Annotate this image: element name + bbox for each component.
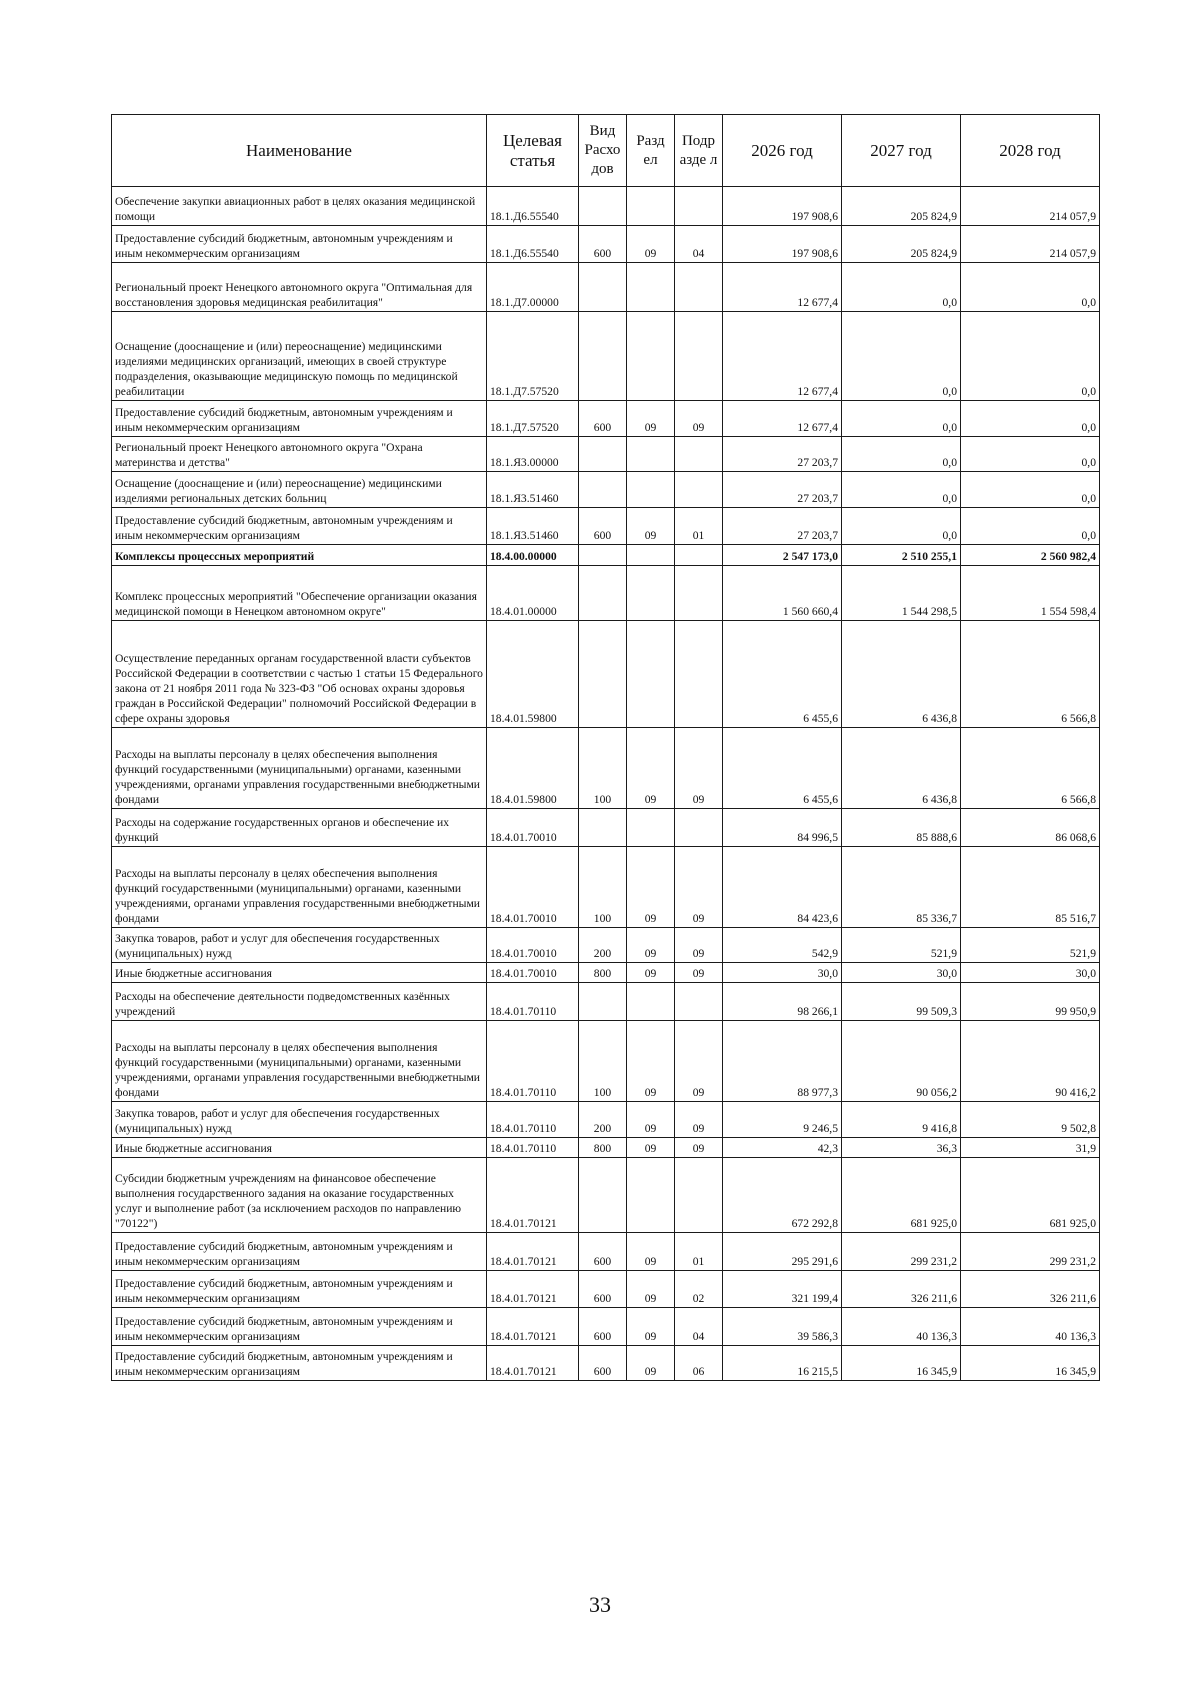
cell-expense-type: 100 <box>579 847 627 928</box>
cell-2028: 214 057,9 <box>961 187 1100 226</box>
cell-2026: 12 677,4 <box>723 263 842 312</box>
cell-section <box>627 472 675 508</box>
cell-target-item: 18.4.01.70010 <box>487 847 579 928</box>
cell-2028: 326 211,6 <box>961 1271 1100 1308</box>
cell-2028: 40 136,3 <box>961 1308 1100 1346</box>
header-row <box>112 115 1100 187</box>
header-expense-type: Вид Расхо дов <box>579 115 627 187</box>
table-row <box>112 226 1100 263</box>
table-row <box>112 1021 1100 1102</box>
cell-2028: 16 345,9 <box>961 1346 1100 1381</box>
cell-section: 09 <box>627 226 675 263</box>
cell-2026: 39 586,3 <box>723 1308 842 1346</box>
cell-2027: 0,0 <box>842 508 961 545</box>
table-row <box>112 728 1100 809</box>
cell-target-item: 18.4.01.70110 <box>487 983 579 1021</box>
cell-2028: 0,0 <box>961 437 1100 472</box>
cell-2027: 6 436,8 <box>842 621 961 728</box>
cell-2026: 542,9 <box>723 928 842 963</box>
table-row <box>112 1308 1100 1346</box>
cell-subsection: 09 <box>675 728 723 809</box>
cell-section: 09 <box>627 928 675 963</box>
table-row <box>112 1233 1100 1271</box>
cell-2028: 30,0 <box>961 963 1100 983</box>
cell-subsection: 06 <box>675 1346 723 1381</box>
cell-2027: 9 416,8 <box>842 1102 961 1138</box>
cell-target-item: 18.4.01.70110 <box>487 1102 579 1138</box>
cell-2028: 0,0 <box>961 508 1100 545</box>
table-row <box>112 401 1100 437</box>
cell-2027: 6 436,8 <box>842 728 961 809</box>
table-row <box>112 508 1100 545</box>
cell-subsection: 09 <box>675 401 723 437</box>
cell-expense-type: 600 <box>579 1346 627 1381</box>
cell-expense-type <box>579 472 627 508</box>
cell-name: Предоставление субсидий бюджетным, автономным учреждениям и иным некоммерческим организациям <box>112 1233 487 1271</box>
cell-name: Закупка товаров, работ и услуг для обеспечения государственных (муниципальных) нужд <box>112 1102 487 1138</box>
cell-2027: 2 510 255,1 <box>842 545 961 566</box>
cell-expense-type <box>579 312 627 401</box>
cell-2028: 681 925,0 <box>961 1158 1100 1233</box>
cell-target-item: 18.4.01.70121 <box>487 1271 579 1308</box>
cell-name: Расходы на выплаты персоналу в целях обеспечения выполнения функций государственными (муниципальными) органами, казенными учреждениями, органами управления государственными внебюджетными фондами <box>112 847 487 928</box>
header-section: Разд ел <box>627 115 675 187</box>
cell-target-item: 18.4.01.70010 <box>487 963 579 983</box>
cell-expense-type <box>579 621 627 728</box>
cell-subsection <box>675 566 723 621</box>
cell-name: Региональный проект Ненецкого автономного округа "Оптимальная для восстановления здоровья медицинская реабилитация" <box>112 263 487 312</box>
cell-2028: 85 516,7 <box>961 847 1100 928</box>
cell-2028: 90 416,2 <box>961 1021 1100 1102</box>
cell-expense-type <box>579 545 627 566</box>
cell-section <box>627 983 675 1021</box>
cell-subsection: 09 <box>675 847 723 928</box>
cell-2028: 214 057,9 <box>961 226 1100 263</box>
cell-section: 09 <box>627 401 675 437</box>
table-row <box>112 809 1100 847</box>
cell-subsection <box>675 621 723 728</box>
cell-2026: 88 977,3 <box>723 1021 842 1102</box>
cell-name: Обеспечение закупки авиационных работ в целях оказания медицинской помощи <box>112 187 487 226</box>
cell-target-item: 18.4.01.59800 <box>487 621 579 728</box>
budget-table-container <box>111 114 1100 1381</box>
table-row <box>112 928 1100 963</box>
cell-2026: 6 455,6 <box>723 621 842 728</box>
cell-2028: 0,0 <box>961 472 1100 508</box>
cell-2026: 12 677,4 <box>723 312 842 401</box>
cell-2026: 27 203,7 <box>723 508 842 545</box>
cell-expense-type <box>579 566 627 621</box>
cell-2027: 0,0 <box>842 401 961 437</box>
table-body <box>112 187 1100 1381</box>
cell-target-item: 18.4.00.00000 <box>487 545 579 566</box>
cell-section <box>627 809 675 847</box>
cell-target-item: 18.1.Д7.00000 <box>487 263 579 312</box>
cell-2027: 299 231,2 <box>842 1233 961 1271</box>
cell-2028: 6 566,8 <box>961 728 1100 809</box>
table-row <box>112 545 1100 566</box>
cell-subsection: 01 <box>675 508 723 545</box>
cell-target-item: 18.4.01.70110 <box>487 1138 579 1158</box>
cell-2027: 85 336,7 <box>842 847 961 928</box>
table-row <box>112 437 1100 472</box>
cell-2026: 1 560 660,4 <box>723 566 842 621</box>
cell-subsection <box>675 983 723 1021</box>
cell-target-item: 18.4.01.70121 <box>487 1233 579 1271</box>
cell-subsection <box>675 472 723 508</box>
cell-2028: 9 502,8 <box>961 1102 1100 1138</box>
cell-name: Оснащение (дооснащение и (или) переоснащение) медицинскими изделиями региональных детских больниц <box>112 472 487 508</box>
cell-2027: 99 509,3 <box>842 983 961 1021</box>
cell-target-item: 18.4.01.70010 <box>487 809 579 847</box>
cell-subsection <box>675 1158 723 1233</box>
page-number: 33 <box>589 1592 611 1617</box>
cell-name: Предоставление субсидий бюджетным, автономным учреждениям и иным некоммерческим организациям <box>112 508 487 545</box>
cell-subsection <box>675 263 723 312</box>
table-row <box>112 263 1100 312</box>
cell-2026: 42,3 <box>723 1138 842 1158</box>
cell-expense-type: 600 <box>579 1308 627 1346</box>
cell-target-item: 18.1.Я3.51460 <box>487 472 579 508</box>
cell-name: Закупка товаров, работ и услуг для обеспечения государственных (муниципальных) нужд <box>112 928 487 963</box>
cell-expense-type: 600 <box>579 508 627 545</box>
cell-2028: 0,0 <box>961 263 1100 312</box>
cell-section: 09 <box>627 963 675 983</box>
table-row <box>112 1346 1100 1381</box>
cell-name: Предоставление субсидий бюджетным, автономным учреждениям и иным некоммерческим организациям <box>112 226 487 263</box>
cell-2027: 0,0 <box>842 312 961 401</box>
cell-expense-type: 600 <box>579 1271 627 1308</box>
cell-subsection <box>675 437 723 472</box>
cell-subsection: 04 <box>675 1308 723 1346</box>
cell-target-item: 18.4.01.00000 <box>487 566 579 621</box>
cell-subsection: 02 <box>675 1271 723 1308</box>
cell-2026: 197 908,6 <box>723 187 842 226</box>
cell-2027: 36,3 <box>842 1138 961 1158</box>
cell-2026: 27 203,7 <box>723 472 842 508</box>
cell-target-item: 18.4.01.70121 <box>487 1308 579 1346</box>
cell-name: Субсидии бюджетным учреждениям на финансовое обеспечение выполнения государственного задания на оказание государственных услуг и выполнение работ (за исключением расходов по направлению "70122") <box>112 1158 487 1233</box>
cell-name: Предоставление субсидий бюджетным, автономным учреждениям и иным некоммерческим организациям <box>112 1346 487 1381</box>
cell-2028: 521,9 <box>961 928 1100 963</box>
cell-section: 09 <box>627 1021 675 1102</box>
cell-expense-type <box>579 263 627 312</box>
cell-expense-type: 100 <box>579 1021 627 1102</box>
cell-name: Предоставление субсидий бюджетным, автономным учреждениям и иным некоммерческим организациям <box>112 401 487 437</box>
cell-2026: 2 547 173,0 <box>723 545 842 566</box>
cell-expense-type: 800 <box>579 1138 627 1158</box>
cell-2026: 9 246,5 <box>723 1102 842 1138</box>
cell-2027: 0,0 <box>842 437 961 472</box>
cell-2028: 299 231,2 <box>961 1233 1100 1271</box>
cell-2028: 31,9 <box>961 1138 1100 1158</box>
cell-target-item: 18.4.01.59800 <box>487 728 579 809</box>
cell-name: Региональный проект Ненецкого автономного округа "Охрана материнства и детства" <box>112 437 487 472</box>
cell-section: 09 <box>627 1233 675 1271</box>
cell-2027: 205 824,9 <box>842 187 961 226</box>
cell-section: 09 <box>627 847 675 928</box>
cell-expense-type <box>579 983 627 1021</box>
table-row <box>112 621 1100 728</box>
cell-2027: 30,0 <box>842 963 961 983</box>
cell-section: 09 <box>627 1271 675 1308</box>
cell-2028: 1 554 598,4 <box>961 566 1100 621</box>
cell-2026: 672 292,8 <box>723 1158 842 1233</box>
cell-2026: 98 266,1 <box>723 983 842 1021</box>
table-row <box>112 1102 1100 1138</box>
cell-2026: 197 908,6 <box>723 226 842 263</box>
cell-name: Предоставление субсидий бюджетным, автономным учреждениям и иным некоммерческим организациям <box>112 1271 487 1308</box>
table-row <box>112 1158 1100 1233</box>
table-row <box>112 847 1100 928</box>
table-row <box>112 1138 1100 1158</box>
cell-expense-type <box>579 1158 627 1233</box>
cell-2026: 12 677,4 <box>723 401 842 437</box>
cell-2027: 326 211,6 <box>842 1271 961 1308</box>
table-row <box>112 963 1100 983</box>
table-row <box>112 187 1100 226</box>
cell-expense-type <box>579 809 627 847</box>
cell-target-item: 18.1.Д7.57520 <box>487 401 579 437</box>
cell-2028: 86 068,6 <box>961 809 1100 847</box>
budget-table <box>111 114 1100 1381</box>
cell-subsection <box>675 545 723 566</box>
header-year-2026: 2026 год <box>723 115 842 187</box>
cell-2027: 0,0 <box>842 263 961 312</box>
cell-name: Оснащение (дооснащение и (или) переоснащение) медицинскими изделиями медицинских организаций, имеющих в своей структуре подразделения, оказывающие медицинскую помощь по медицинской реабилитации <box>112 312 487 401</box>
cell-subsection: 04 <box>675 226 723 263</box>
cell-expense-type: 200 <box>579 928 627 963</box>
cell-target-item: 18.1.Я3.00000 <box>487 437 579 472</box>
cell-expense-type: 100 <box>579 728 627 809</box>
cell-subsection: 09 <box>675 1021 723 1102</box>
cell-section <box>627 312 675 401</box>
cell-2027: 0,0 <box>842 472 961 508</box>
cell-name: Расходы на содержание государственных органов и обеспечение их функций <box>112 809 487 847</box>
cell-subsection: 09 <box>675 1102 723 1138</box>
cell-2028: 6 566,8 <box>961 621 1100 728</box>
table-row <box>112 312 1100 401</box>
cell-section <box>627 437 675 472</box>
cell-section: 09 <box>627 1308 675 1346</box>
header-year-2027: 2027 год <box>842 115 961 187</box>
cell-2027: 681 925,0 <box>842 1158 961 1233</box>
cell-2027: 521,9 <box>842 928 961 963</box>
cell-target-item: 18.4.01.70010 <box>487 928 579 963</box>
cell-section <box>627 545 675 566</box>
cell-section <box>627 566 675 621</box>
cell-2027: 16 345,9 <box>842 1346 961 1381</box>
cell-subsection <box>675 187 723 226</box>
cell-2026: 295 291,6 <box>723 1233 842 1271</box>
cell-2028: 0,0 <box>961 401 1100 437</box>
cell-2027: 90 056,2 <box>842 1021 961 1102</box>
cell-target-item: 18.1.Я3.51460 <box>487 508 579 545</box>
cell-name: Комплекс процессных мероприятий "Обеспечение организации оказания медицинской помощи в Ненецком автономном округе" <box>112 566 487 621</box>
cell-2028: 2 560 982,4 <box>961 545 1100 566</box>
cell-2026: 30,0 <box>723 963 842 983</box>
cell-expense-type <box>579 187 627 226</box>
table-row <box>112 472 1100 508</box>
cell-section <box>627 263 675 312</box>
header-year-2028: 2028 год <box>961 115 1100 187</box>
header-name: Наименование <box>112 115 487 187</box>
cell-name: Комплексы процессных мероприятий <box>112 545 487 566</box>
cell-2028: 0,0 <box>961 312 1100 401</box>
cell-target-item: 18.1.Д7.57520 <box>487 312 579 401</box>
cell-section <box>627 1158 675 1233</box>
cell-2026: 84 423,6 <box>723 847 842 928</box>
cell-expense-type: 600 <box>579 1233 627 1271</box>
cell-name: Осуществление переданных органам государственной власти субъектов Российской Федерации в соответствии с частью 1 статьи 15 Федерального закона от 21 ноября 2011 года № 323-ФЗ "Об основах охраны здоровья граждан в Российской Федерации" полномочий Российской Федерации в сфере охраны здоровья <box>112 621 487 728</box>
cell-2026: 6 455,6 <box>723 728 842 809</box>
cell-2027: 85 888,6 <box>842 809 961 847</box>
cell-name: Расходы на выплаты персоналу в целях обеспечения выполнения функций государственными (муниципальными) органами, казенными учреждениями, органами управления государственными внебюджетными фондами <box>112 1021 487 1102</box>
cell-target-item: 18.1.Д6.55540 <box>487 226 579 263</box>
cell-target-item: 18.4.01.70121 <box>487 1346 579 1381</box>
cell-2027: 1 544 298,5 <box>842 566 961 621</box>
cell-expense-type: 800 <box>579 963 627 983</box>
cell-section: 09 <box>627 508 675 545</box>
cell-subsection: 09 <box>675 1138 723 1158</box>
cell-2026: 16 215,5 <box>723 1346 842 1381</box>
cell-section: 09 <box>627 728 675 809</box>
cell-2028: 99 950,9 <box>961 983 1100 1021</box>
cell-expense-type <box>579 437 627 472</box>
cell-2027: 205 824,9 <box>842 226 961 263</box>
cell-expense-type: 600 <box>579 401 627 437</box>
cell-target-item: 18.1.Д6.55540 <box>487 187 579 226</box>
header-subsection: Подр азде л <box>675 115 723 187</box>
cell-expense-type: 600 <box>579 226 627 263</box>
cell-2026: 321 199,4 <box>723 1271 842 1308</box>
table-row <box>112 983 1100 1021</box>
cell-subsection: 09 <box>675 963 723 983</box>
cell-section: 09 <box>627 1102 675 1138</box>
cell-subsection: 01 <box>675 1233 723 1271</box>
cell-name: Предоставление субсидий бюджетным, автономным учреждениям и иным некоммерческим организациям <box>112 1308 487 1346</box>
cell-name: Расходы на выплаты персоналу в целях обеспечения выполнения функций государственными (муниципальными) органами, казенными учреждениями, органами управления государственными внебюджетными фондами <box>112 728 487 809</box>
cell-subsection <box>675 809 723 847</box>
header-target-item: Целевая статья <box>487 115 579 187</box>
cell-name: Иные бюджетные ассигнования <box>112 1138 487 1158</box>
cell-2026: 84 996,5 <box>723 809 842 847</box>
cell-2026: 27 203,7 <box>723 437 842 472</box>
cell-section <box>627 621 675 728</box>
cell-expense-type: 200 <box>579 1102 627 1138</box>
table-row <box>112 566 1100 621</box>
cell-target-item: 18.4.01.70110 <box>487 1021 579 1102</box>
cell-2027: 40 136,3 <box>842 1308 961 1346</box>
cell-subsection <box>675 312 723 401</box>
cell-name: Расходы на обеспечение деятельности подведомственных казённых учреждений <box>112 983 487 1021</box>
cell-section <box>627 187 675 226</box>
cell-section: 09 <box>627 1346 675 1381</box>
table-row <box>112 1271 1100 1308</box>
cell-name: Иные бюджетные ассигнования <box>112 963 487 983</box>
cell-section: 09 <box>627 1138 675 1158</box>
cell-subsection: 09 <box>675 928 723 963</box>
cell-target-item: 18.4.01.70121 <box>487 1158 579 1233</box>
